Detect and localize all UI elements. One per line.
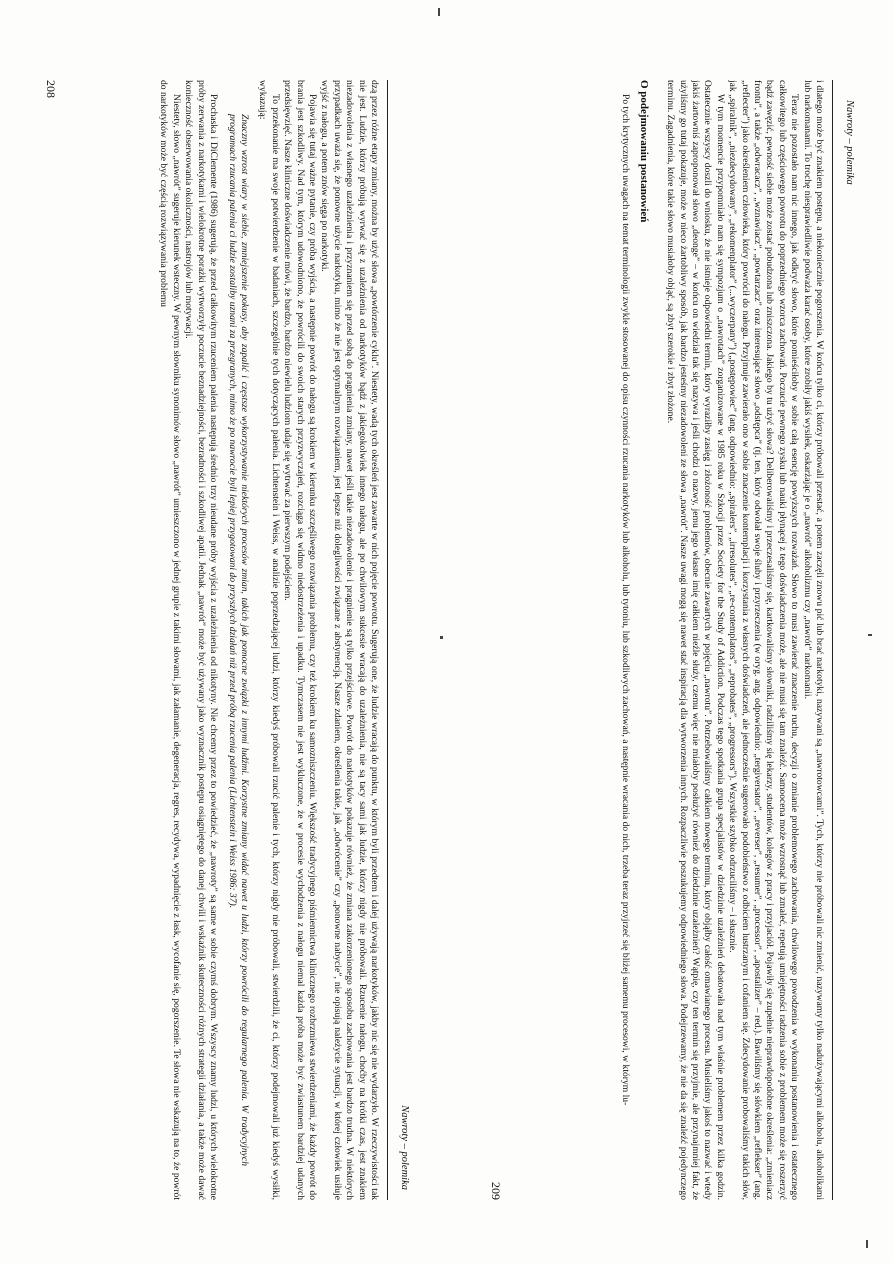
left-running-header: Nawroty – polemika [399,1105,410,1190]
left-text-column [65,80,380,1200]
right-page [480,80,855,1200]
left-paragraph-3: To przekonanie ma swoje potwierdzenie w badaniach, szczególnie tych dotyczących palenia. Lichtenstein i Weiss, w analizie poprzedzającej ludzi, którzy kiedyś próbowali rzucić palenie i tych, którzy nigdy nie próbowali, stwierdzili, że ci, którzy podejmowali już kiedyś wysiłki, wykazują: [257,80,281,1200]
left-paragraph-5: Niestety, słowo „nawrót” sugeruje kierunek wsteczny. W pewnym słowniku synonimów słowo „nawrót” umieszczono w jednej grupie z takimi słowami, jak załamanie, degeneracja, regres, recydywa, wypadnięcie z łask, wycofanie się, pogorszenie. Te słowa nie wskazują na to, że powrót do narkotyków może być częścią rozwiązywania problemu [158,80,182,1200]
left-paragraph-4: Prochaska i DiClemente (1986) sugerują, że przed całkowitym rzuceniem palenia następują średnio trzy nieudane próby wyjścia z uzależnienia od nikotyny. Nie chcemy przez to powiedzieć, że „nawroty” są same w sobie czymś dobrym. Wszyscy znamy ludzi, u których wielokrotne próby zerwania z narkotykami i wielokrotne porażki wytworzyły poczucie beznadziejności, bezradności i szkodliwej apatii. Jednak „nawrót” może być używany jako wyznacznik postępu osiągniętego do danej chwili i wskaźnik skuteczności różnych strategii działania, a także może dawać konieczność obserwowania okoliczności, nastrojów lub motywacji. [183,80,220,1200]
right-text-column [510,80,825,1200]
right-paragraph-3: W tym momencie przypomniało nam się sympozjum o „nawrotach” zorganizowane w 1985 roku w Szkocji przez Society for the Study of Addiction. Podczas tego spotkania grupa specjalistów w dziedzinie uzależnień debatowała nad tym właśnie problemem przez kilka godzin. Ostatecznie wszyscy doszli do wniosku, że nie istnieje odpowiedni termin, który wyraziłby zasięg i złożoność problemów, obecnie zawartych w pojęciu „nawrotu”. Potrzebowaliśmy całkiem nowego terminu, który objąłby całość omawianego procesu. Musieliśmy jakoś to nazwać i wtedy jakiś żartowniś zaproponował słowo „deonge” – w końcu on wiedział tak się nazywa i jeśli chodzi o nazwy, jemu jego własne imię całkiem nieźle służy, czemu więc nie miałoby posłużyć również do dziedzinie uzależnień? Wątpię, czy ten termin się przyjmie, ale przynajmniej fakt, że użyliśmy go tutaj pokazuje, może w nieco żartobliwy sposób, jak bardzo jesteśmy niezadowoleni ze słowa „nawrót”. Nasze uwagi mogą się nawet stać inspiracją dla wytworzenia innych. Rozpaczliwie poszukujemy odpowiedniego słowa. Podejrzewamy, że nie da się znaleźć pojedynczego terminu. Zagadnienia, które takie słowo musiałoby objąć, są zbyt szerokie i zbyt złożone. [665,80,726,1200]
left-page [35,80,410,1200]
right-paragraph-4: Po tych krytycznych uwagach na temat terminologii zwykle stosowanej do opisu czynności rzucania narkotyków lub alkoholu, lub tytoniu, lub szkodliwych zachowań, a następnie wracania do nich, trzeba teraz przyjrzeć się bliżej samemu procesowi, w którym lu- [620,94,632,1106]
left-page-number: 208 [44,80,58,98]
scan-speck [440,636,443,639]
right-paragraph-1: i dlatego może być znakiem postępu, a niekoniecznie pogorszenia. W końcu tylko ci, którzy próbowali przestać, a potem zaczęli znowu pić lub brać narkotyki, nazywani są „nawrotowcami”. Tych, którzy nie próbowali nic zmienić, nazywamy tylko nadużywającymi alkoholu, alkoholikami lub narkomanami. To trochę niesprawiedliwie podważa karać osoby, które zrobiły jakiś wysiłek, oskarżając je o „nawrót” alkoholizmu czy „nawrót” narkomanii. [801,80,825,1200]
right-page-number: 209 [489,1182,503,1200]
scan-speck [866,1240,868,1248]
right-header-rule [832,80,833,1200]
left-header-rule [387,80,388,1200]
left-block-quote: Znaczny wzrost wiary w siebie, zmniejszenie pokusy, aby zapalić i częstsze wykorzystywanie niektórych procesów zmian, takich jak pomocne związki z innymi ludźmi. Korzystne zmiany widać nawet u ludzi, którzy powrócili do regularnego palenia. W tradycyjnych programach rzucania palenia ci ludzie zostaliby uznani za przegranych, mimo że po nawrocie byli lepiej przygotowani do przyszłych działań niż przed próbą rzucenia palenia (Lichtenstein i Weiss 1986: 37). [226,114,250,1166]
scan-speck [438,8,440,16]
right-running-header: Nawroty – polemika [844,100,855,185]
scan-speck [868,634,872,636]
left-paragraph-2: Pojawia się tutaj ważne pytanie, czy próba wyjścia, a następnie powrót do nałogu są krokiem w kierunku szczęśliwego rozwiązania problemu, czy też krokiem ku samozniszczeniu. Większość tradycyjnego piśmiennictwa klinicznego rozbrzmiewa stwierdzeniami, że każdy powrót do brania jest szkodliwy. Nad tym, którym udowodniono, że powrócili do swoich starych przyzwyczajeń, rozciąga się widmo niedostrzeżenia i upadku. Tymczasem nie jest wykluczone, że w procesie wychodzenia z nałogu niemal każda próba może być zwiastunem bardziej udanych przedsięwzięć. Nasze kliniczne doświadczenie mówi, że bardzo, bardzo niewielu ludziom udaje się wytrwać za pierwszym podejściem. [282,80,318,1200]
section-heading: O podejmowaniu postanowień [637,80,650,223]
left-paragraph-1: dzą przez różne etapy zmiany, można by użyć słowa „powtórzenie cyklu”. Niestety, wadą tych określeń jest zawarte w nich pojęcie powrotu. Sugerują one, że ludzie wracają do punktu, w którym byli przedtem i dalej używają narkotyków, jakby nic się nie wydarzyło. W rzeczywistości tak nie jest. Ludzie, którzy próbują wyrwać się z uzależnienia od narkotyków bądź z jakiegokolwiek innego nałogu, ale po chwilowym sukcesie wracają do uzależnienia, nie są tacy sami jak ludzie, którzy nigdy nie próbowali. Rzucenie nałogu, choćby na krótki czas, jest znakiem niezadowolenia z własnego uzależnienia i przyznaniem się przed sobą do pragnienia zmiany, nawet jeśli takie niezadowolenie i pragnienie są tylko przejściowe. Powrót do narkotyków pokazuje również, że zmiana zakorzenionego sposobu zachowania jest bardzo trudna. W niektórych przypadkach uważa się, że ponowne użycie narkotyku, mimo że nie jest optymalnym rozwiązaniem, jest lepsze niż dolegliwości związane z abstynencją. Nasze zdaniem, określenia takie, jak „odwrócenie” czy „ponowne nabycie”, nie opisują należycie sytuacji, w której człowiek usiłuje wyjść z nałogu, a potem znów sięga po narkotyki. [319,80,380,1200]
right-paragraph-2: Teraz nie pozostało nam nic innego, jak odkryć słowo, które pomieściłoby w sobie całą esencję powyższych rozważań. Słowo to musi zawierać znaczenie ruchu, decyzji o zmianie problemowego zachowania, chwilowego powodzenia w wykonaniu postanowienia i ostatecznego całkowitego lub częściowego powrotu do poprzedniego wzorca zachowań. Poczucie pewnego zysku lub nauki płynącej z tego doświadczenia może, ale nie musi się tam znaleźć. Samoocena może wzrosnąć lub zmaleć, repetują umiejętności radzenia sobie z problemem może się roszerzyć bądź zawęzić, pewność siebie może zostać pobudzona lub zniszczona. Jakiego by tu użyć słowa? Deliberowaliśmy i przeczesaliśmy się, kartkowaliśmy słowniki, radziliśmy się lekarzy, studentów, kolegów z pracy i przyjaciół. Pojawiły się zupełnie nieprawdopodobne określenia: „zmieniacz frontu”, a także „odwracacz”, „wznawiacz”, „powtarzacz” oraz interesujące słowo „odstępca” (tj. ten, który odwołał swoje śluby i przyrzeczenia (w oryg. ang. odpowiednio: „tergiversator”, „reverser”, „resumer”, „processor”, „apostalizer” – red.). Bawiliśmy się słówkiem „reflekser” (ang. „reflecter”) jako określeniem człowieka, który powrócił do nałogu. Przyjmuje zawierało ono w sobie znaczenie kontemplacji i korzystania z własnych doświadczeń, ale jednocześnie sugerowało podobieństwo z odbiciem lustrzanym i cofaniem się. Zdecydowanie probowaliśmy takich słów, jak „spiralnik”, „niezdecydowany”, „rekomenplator” (...wyczerpany”) („postępowiec” (ang. odpowiednio: „spiralers”, „irresolutes”, „re-contemplators”, „reprobates”, „progressors”). Wszystkie szybko odrzuciliśmy – i słusznie. [727,80,801,1200]
